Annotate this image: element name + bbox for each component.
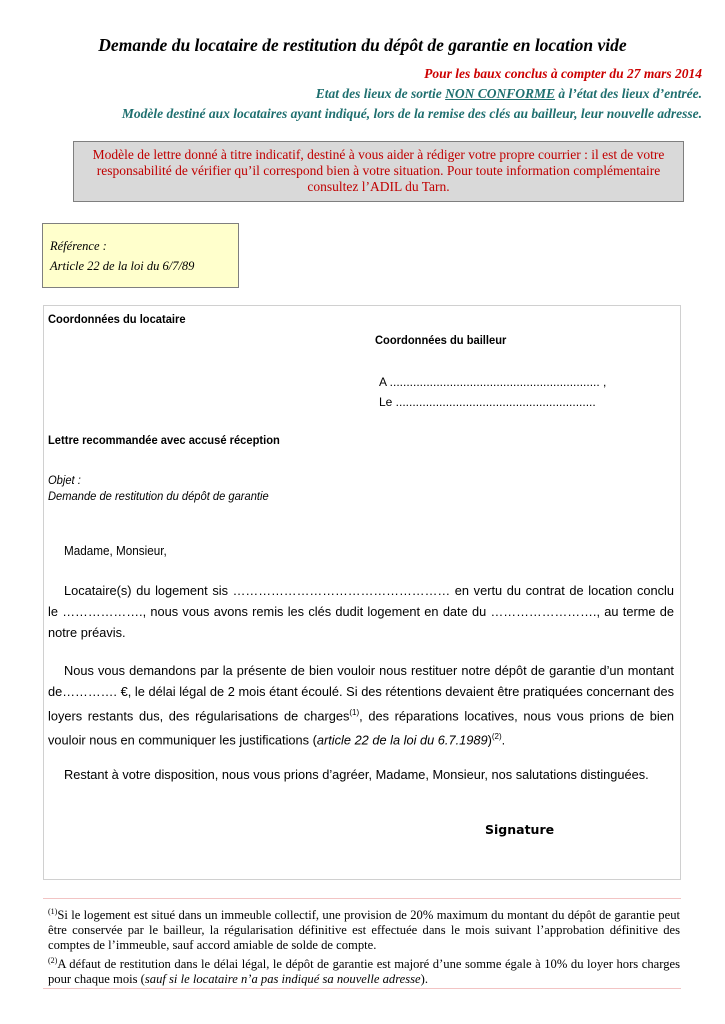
subtitle-date: Pour les baux conclus à compter du 27 mars 2014 (424, 66, 702, 81)
registered-mail-heading: Lettre recommandée avec accusé réception (48, 433, 280, 447)
footnote-top-rule (43, 898, 681, 899)
object-text: Demande de restitution du dépôt de garantie (48, 489, 269, 503)
subtitle-state-pre: Etat des lieux de sortie (315, 86, 446, 101)
paragraph-closing-text: Restant à votre disposition, nous vous prions d’agréer, Madame, Monsieur, nos salutations distinguées. (64, 767, 649, 782)
signature-label: Signature (485, 822, 555, 837)
object-label: Objet : (48, 473, 81, 487)
paragraph-request-b: , des réparations locatives, nous vous prions de bien vouloir nous en communiquer les justifications ( (48, 708, 674, 748)
footnote-ref-2: (2) (491, 732, 502, 742)
subtitle-state (316, 86, 702, 102)
subtitle-model: Modèle destiné aux locataires ayant indiqué, lors de la remise des clés au bailleur, leur nouvelle adresse. (121, 106, 702, 121)
footnote-2-emph: sauf si le locataire n’a pas indiqué sa nouvelle adresse (144, 972, 421, 987)
paragraph-tenancy (48, 580, 674, 643)
date-line: Le ............................................................ (379, 395, 596, 409)
paragraph-request-a: Nous vous demandons par la présente de bien vouloir nous restituer notre dépôt de garantie d’un montant de…………. €, le délai légal de 2 mois étant écoulé. Si des rétentions devaient être pratiquées concernant des loyers restants dus, des régularisations de charges (48, 663, 674, 724)
subtitle-state-emph: NON CONFORME (445, 86, 556, 101)
paragraph-closing (48, 764, 674, 785)
footnote-2-mark: (2) (48, 956, 58, 966)
landlord-heading: Coordonnées du bailleur (375, 333, 507, 347)
reference-box (42, 223, 239, 288)
footnote-2-text: A défaut de restitution dans le délai légal, le dépôt de garantie est majoré d’une somme égale à 10% du loyer hors charges pour chaque mois ( (48, 957, 680, 987)
document-title: Demande du locataire de restitution du dépôt de garantie en location vide (98, 35, 627, 55)
place-line: A ............................................................... , (379, 375, 607, 389)
paragraph-request (48, 660, 674, 751)
salutation: Madame, Monsieur, (64, 543, 167, 558)
footnote-2 (48, 953, 680, 987)
footnote-1-mark: (1) (48, 907, 58, 916)
footnote-bottom-rule (43, 988, 681, 989)
tenant-heading: Coordonnées du locataire (48, 312, 186, 326)
reference-text: Article 22 de la loi du 6/7/89 (50, 259, 195, 273)
paragraph-tenancy-text: Locataire(s) du logement sis …………………………………………… en vertu du contrat de location conclu le ………………., nous vous avons remis les clés dudit logement en date du ……………………., au terme de notre préavis. (48, 583, 674, 640)
footnote-ref-1: (1) (349, 708, 360, 717)
paragraph-request-c: ) (487, 732, 492, 748)
disclaimer-box: Modèle de lettre donné à titre indicatif, destiné à vous aider à rédiger votre propre courrier : il est de votre responsabilité de vérifier qu’il correspond bien à votre situation. Pour toute information complémentaire consultez l’ADIL du Tarn. (73, 141, 684, 202)
subtitle-state-post: à l’état des lieux d’entrée. (555, 86, 702, 101)
footnotes (48, 904, 680, 987)
law-reference: article 22 de la loi du 6.7.1989 (316, 732, 488, 748)
footnote-1-text: Si le logement est situé dans un immeuble collectif, une provision de 20% maximum du montant du dépôt de garantie peut être conservée par le bailleur, la régularisation définitive est effectuée dans le mois suivant l’approbation définitive des comptes de l’immeuble, sauf accord amiable de solde de compte. (48, 908, 680, 953)
paragraph-request-d: . (501, 732, 506, 748)
footnote-2-end: ). (420, 972, 428, 987)
footnote-1 (48, 904, 680, 953)
reference-label: Référence : (50, 239, 107, 253)
